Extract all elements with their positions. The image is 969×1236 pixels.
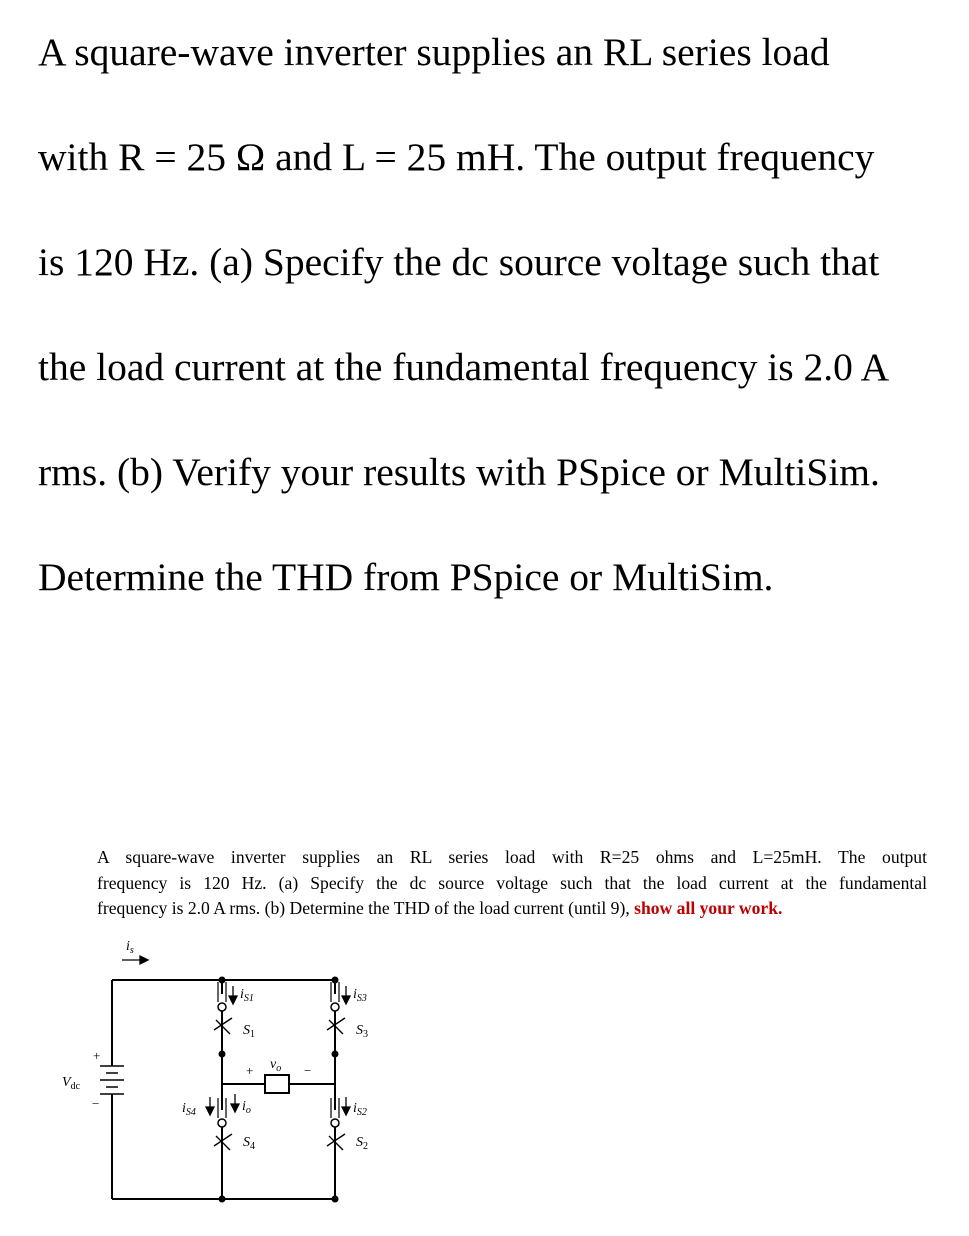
dc-source-battery — [100, 1066, 124, 1094]
problem-line-2: frequency is 120 Hz. (a) Specify the dc source voltage such that the load current at the fundamental — [97, 872, 927, 893]
switch-terminal — [331, 1119, 339, 1127]
is1-label: $i_{S1}$ — [240, 987, 254, 1004]
is4-label: $i_{S4}$ — [182, 1101, 196, 1118]
load-box — [265, 1075, 289, 1093]
question-line-5: rms. (b) Verify your results with PSpice or MultiSim. — [38, 450, 880, 494]
source-current-arrow — [140, 956, 148, 964]
show-work-emphasis: show all your work. — [634, 898, 783, 918]
inverter-circuit-diagram — [0, 930, 480, 1220]
is3-arrow — [342, 996, 350, 1004]
vo-minus-sign: − — [304, 1063, 312, 1078]
junction-dot — [219, 1051, 226, 1058]
problem-line-1: A square-wave inverter supplies an RL series load with R=25 ohms and L=25mH. The output — [97, 847, 927, 867]
vdc-label: $V_{dc}$ — [62, 1075, 81, 1092]
junction-dot — [332, 1051, 339, 1058]
s4-label: $S_4$ — [243, 1135, 255, 1152]
question-line-2: with R = 25 Ω and L = 25 mH. The output frequency — [38, 135, 875, 179]
problem-line-3-plain: frequency is 2.0 A rms. (b) Determine the THD of the load current (until 9), — [97, 898, 635, 918]
s1-label: $S_1$ — [243, 1023, 255, 1040]
vo-plus-sign: + — [246, 1063, 254, 1078]
switch-terminal — [218, 1119, 226, 1127]
junction-dot — [332, 977, 339, 984]
embedded-problem-image-text — [97, 845, 927, 922]
switch-terminal — [218, 1003, 226, 1011]
vo-label: $v_o$ — [270, 1057, 282, 1074]
question-line-1: A square-wave inverter supplies an RL series load — [38, 30, 830, 74]
switch-terminal — [331, 1003, 339, 1011]
is2-label: $i_{S2}$ — [353, 1101, 367, 1118]
s3-label: $S_3$ — [356, 1023, 368, 1040]
io-label: $i_o$ — [242, 1099, 251, 1116]
source-current-label: $i_s$ — [126, 939, 134, 956]
problem-line-3 — [97, 896, 927, 922]
question-line-4: the load current at the fundamental frequency is 2.0 A — [38, 345, 890, 389]
is2-arrow — [342, 1107, 350, 1115]
is1-arrow — [229, 996, 237, 1004]
question-line-6: Determine the THD from PSpice or MultiSim. — [38, 555, 774, 599]
source-minus-sign: − — [92, 1096, 100, 1111]
junction-dot — [219, 977, 226, 984]
junction-dot — [332, 1196, 339, 1203]
is4-arrow — [206, 1107, 214, 1115]
io-arrow — [231, 1104, 239, 1112]
is3-label: $i_{S3}$ — [353, 987, 367, 1004]
main-question-text — [38, 0, 958, 630]
question-line-3: is 120 Hz. (a) Specify the dc source voltage such that — [38, 240, 880, 284]
source-plus-sign: + — [93, 1048, 101, 1063]
s2-label: $S_2$ — [356, 1135, 368, 1152]
junction-dot — [219, 1196, 226, 1203]
